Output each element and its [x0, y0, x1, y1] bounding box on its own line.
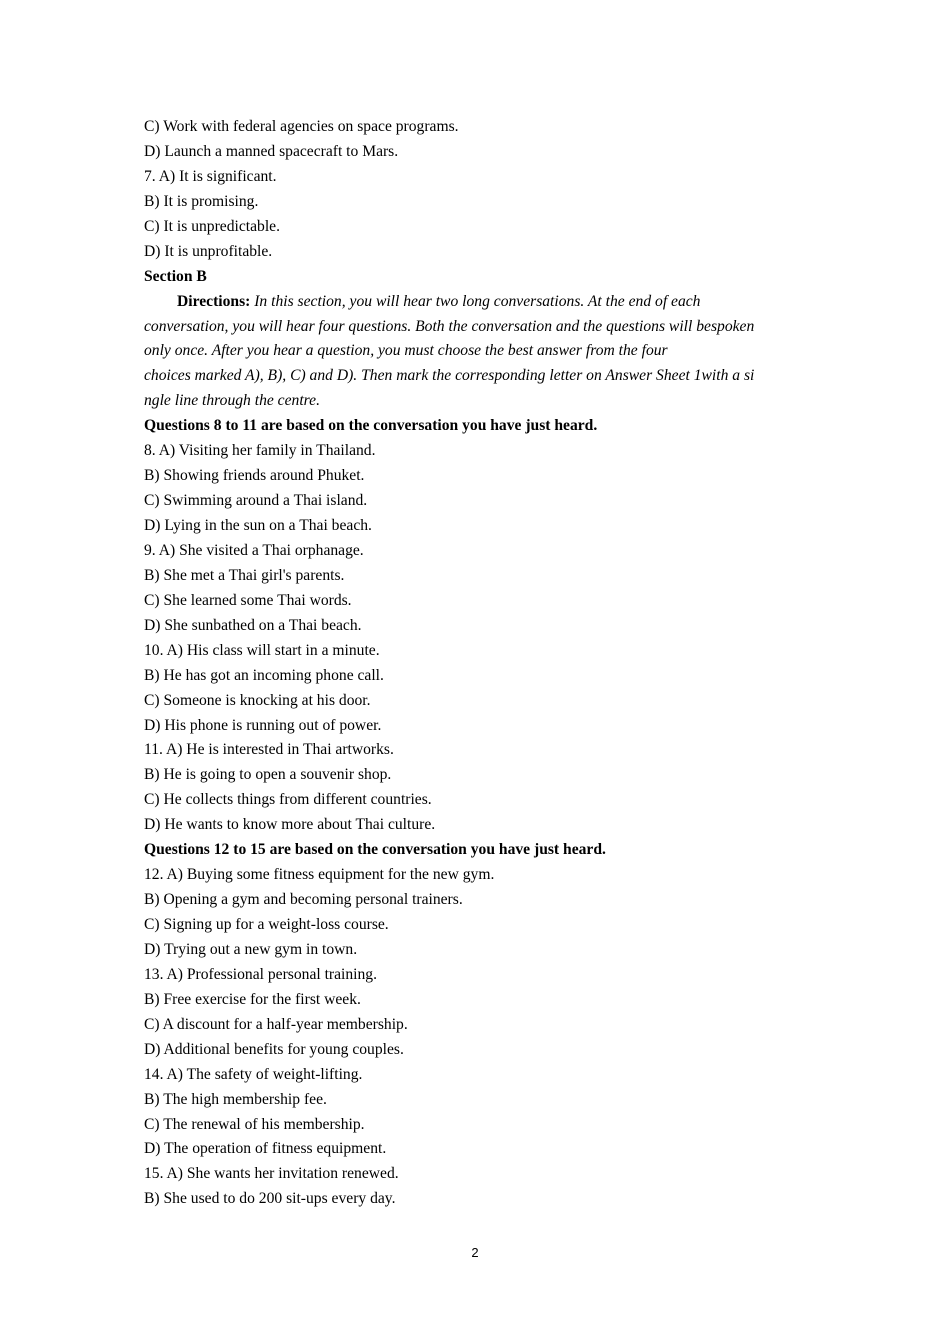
option-line: B) Opening a gym and becoming personal trainers. [144, 891, 463, 909]
directions-paragraph [144, 290, 809, 415]
question-line: 9. A) She visited a Thai orphanage. [144, 541, 364, 559]
directions-text: conversation, you will hear four questions. Both the conversation and the questions will bespoken [144, 317, 755, 335]
option-line: B) She used to do 200 sit-ups every day. [144, 1190, 396, 1208]
directions-text: In this section, you will hear two long conversations. At the end of each [250, 292, 701, 310]
directions-text: only once. After you hear a question, you must choose the best answer from the four [144, 342, 668, 360]
question-line: 8. A) Visiting her family in Thailand. [144, 442, 376, 460]
option-line: B) He has got an incoming phone call. [144, 666, 384, 684]
option-line: C) Signing up for a weight-loss course. [144, 916, 389, 933]
option-line: B) It is promising. [144, 192, 259, 210]
option-line: B) He is going to open a souvenir shop. [144, 766, 392, 784]
question-line: 11. A) He is interested in Thai artworks. [144, 741, 394, 759]
option-line: D) Lying in the sun on a Thai beach. [144, 517, 372, 534]
option-line: C) Someone is knocking at his door. [144, 691, 371, 709]
option-line: C) It is unpredictable. [144, 217, 280, 235]
option-line: D) It is unprofitable. [144, 242, 273, 260]
option-line: B) She met a Thai girl's parents. [144, 566, 345, 584]
option-line: B) Showing friends around Phuket. [144, 467, 365, 485]
question-group-heading: Questions 8 to 11 are based on the conversation you have just heard. [144, 417, 598, 435]
option-line: C) A discount for a half-year membership. [144, 1015, 408, 1033]
directions-text: ngle line through the centre. [144, 392, 320, 410]
option-line: C) The renewal of his membership. [144, 1115, 365, 1133]
option-line: C) She learned some Thai words. [144, 591, 352, 609]
option-line: D) Additional benefits for young couples. [144, 1040, 404, 1058]
question-group-heading: Questions 12 to 15 are based on the conversation you have just heard. [144, 841, 606, 859]
option-line: B) Free exercise for the first week. [144, 990, 361, 1008]
option-line: D) Launch a manned spacecraft to Mars. [144, 142, 399, 160]
question-line: 14. A) The safety of weight-lifting. [144, 1065, 363, 1083]
option-line: D) Trying out a new gym in town. [144, 940, 358, 958]
page-number: 2 [471, 1245, 479, 1260]
question-line: 15. A) She wants her invitation renewed. [144, 1165, 399, 1183]
option-line: D) The operation of fitness equipment. [144, 1140, 387, 1158]
question-line: 7. A) It is significant. [144, 167, 277, 185]
question-line: 12. A) Buying some fitness equipment for the new gym. [144, 866, 495, 884]
question-line: 10. A) His class will start in a minute. [144, 641, 380, 659]
question-line: 13. A) Professional personal training. [144, 965, 377, 983]
directions-text: choices marked A), B), C) and D). Then mark the corresponding letter on Answer Sheet 1with a si [144, 367, 755, 385]
option-line: D) She sunbathed on a Thai beach. [144, 616, 362, 634]
option-line: D) He wants to know more about Thai culture. [144, 816, 436, 834]
option-line: C) Work with federal agencies on space programs. [144, 118, 459, 135]
section-heading: Section B [144, 267, 207, 285]
option-line: C) Swimming around a Thai island. [144, 492, 368, 510]
option-line: B) The high membership fee. [144, 1090, 327, 1108]
page-content [144, 115, 809, 1212]
option-line: D) His phone is running out of power. [144, 716, 382, 734]
option-line: C) He collects things from different countries. [144, 791, 432, 809]
directions-label: Directions: [177, 292, 251, 310]
